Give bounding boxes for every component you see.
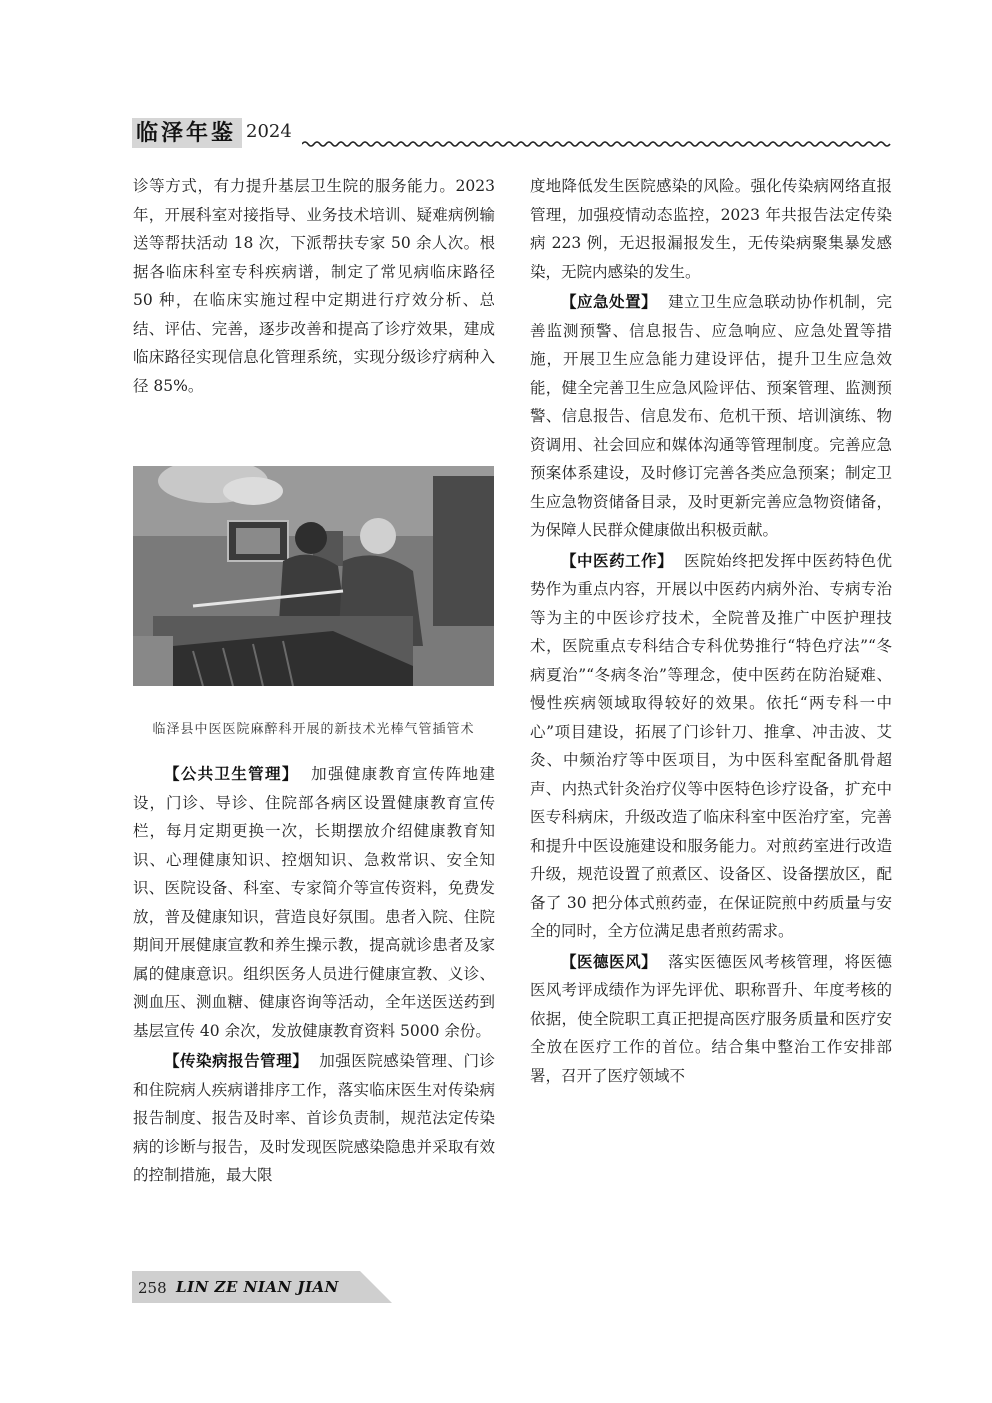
heading-public-health: 【公共卫生管理】 [164,765,299,783]
paragraph-public-health [133,760,495,1045]
page-number: 258 [138,1279,167,1297]
heading-emergency: 【应急处置】 [561,293,658,311]
paragraph-tcm [530,547,892,946]
page-header [132,114,892,150]
photo-caption: 临泽县中医医院麻醉科开展的新技术光棒气管插管术 [152,722,475,737]
surgery-photo [133,466,494,686]
footer-title: LIN ZE NIAN JIAN [176,1278,339,1296]
paragraph-infection-risk: 度地降低发生医院感染的风险。强化传染病网络直报管理，加强疫情动态监控，2023 年共报告法定传染病 223 例，无迟报漏报发生，无传染病聚集暴发感染，无院内感染的发生。 [530,177,892,281]
text-tcm: 医院始终把发挥中医药特色优势作为重点内容，开展以中医药内病外治、专病专治等为主的中医诊疗技术，全院普及推广中医护理技术，医院重点专科结合专科优势推行“特色疗法”“冬病夏治”“冬病冬治”等理念，使中医药在防治疑难、慢性疾病领域取得较好的效果。依托“两专科一中心”项目建设，拓展了门诊针刀、推拿、冲击波、艾灸、中频治疗等中医项目，为中医科室配备肌骨超声、内热式针灸治疗仪等中医特色诊疗设备，扩充中医专科病床，升级改造了临床科室中医治疗室，完善和提升中医设施建设和服务能力。对煎药室进行改造升级，规范设置了煎煮区、设备区、设备摆放区，配备了 30 把分体式煎药壶，在保证院煎中药质量与安全的同时，全方位满足患者煎药需求。 [530,551,892,940]
yearbook-title: 临泽年鉴 [132,118,242,148]
yearbook-year: 2024 [246,121,292,142]
left-column-lower [133,760,495,1192]
text-medical-ethics: 落实医德医风考核管理，将医德医风考评成绩作为评先评优、职称晋升、年度考核的依据，使全院职工真正把提高医疗服务质量和医疗安全放在医疗工作的首位。结合集中整治工作安排部署，召开了医疗领域不 [530,952,892,1085]
right-column [530,172,892,1092]
text-emergency: 建立卫生应急联动协作机制，完善监测预警、信息报告、应急响应、应急处置等措施，开展卫生应急能力建设评估，提升卫生应急效能，健全完善卫生应急风险评估、预案管理、监测预警、信息报告、信息发布、危机干预、培训演练、物资调用、社会回应和媒体沟通等管理制度。完善应急预案体系建设，及时修订完善各类应急预案；制定卫生应急物资储备目录，及时更新完善应急物资储备，为保障人民群众健康做出积极贡献。 [530,293,892,539]
paragraph-medical-ethics [530,948,892,1091]
text-public-health: 加强健康教育宣传阵地建设，门诊、导诊、住院部各病区设置健康教育宣传栏，每月定期更换一次，长期摆放介绍健康教育知识、心理健康知识、控烟知识、急救常识、安全知识、医院设备、科室、专家简介等宣传资料，免费发放，普及健康知识，营造良好氛围。患者入院、住院期间开展健康宣教和养生操示教，提高就诊患者及家属的健康意识。组织医务人员进行健康宣教、义诊、测血压、测血糖、健康咨询等活动，全年送医送药到基层宣传 40 余次，发放健康教育资料 5000 余份。 [133,765,495,1040]
heading-tcm: 【中医药工作】 [561,551,674,570]
operating-room-image [133,466,494,686]
text-infectious-disease: 加强医院感染管理、门诊和住院病人疾病谱排序工作，落实临床医生对传染病报告制度、报告及时率、首诊负责制，规范法定传染病的诊断与报告，及时发现医院感染隐患并采取有效的控制措施，最大限 [133,1052,495,1184]
header-wavy-rule [302,140,892,148]
heading-infectious-disease: 【传染病报告管理】 [164,1052,309,1070]
page-footer [132,1271,392,1307]
left-column-upper [133,172,495,402]
paragraph-emergency [530,288,892,545]
paragraph-service-capacity: 诊等方式，有力提升基层卫生院的服务能力。2023 年，开展科室对接指导、业务技术培训、疑难病例输送等帮扶活动 18 次，下派帮扶专家 50 余人次。根据各临床科室专科疾病谱，制定了常见病临床路径 50 种，在临床实施过程中定期进行疗效分析、总结、评估、完善，逐步改善和提高了诊疗效果，建成临床路径实现信息化管理系统，实现分级诊疗病种入径 85%。 [133,177,495,395]
paragraph-infectious-disease [133,1047,495,1190]
heading-medical-ethics: 【医德医风】 [561,952,658,971]
